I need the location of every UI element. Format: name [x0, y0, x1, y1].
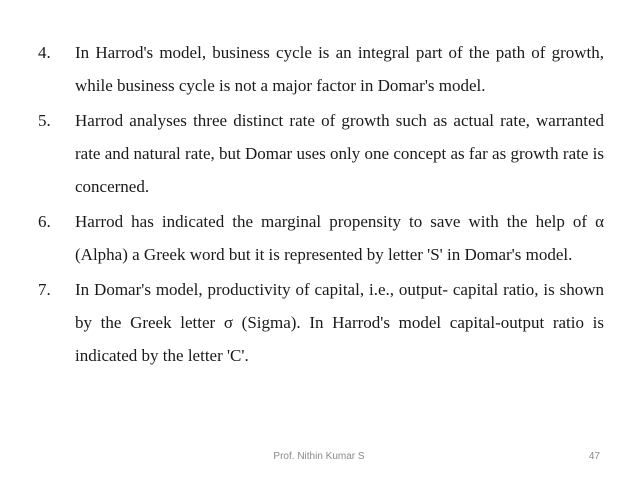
page-number: 47	[588, 451, 600, 462]
list-item	[38, 104, 604, 203]
list-item-number: 4.	[38, 43, 51, 62]
list-item-text: In Domar's model, productivity of capital, i.e., output- capital ratio, is shown by the Greek letter σ (Sigma). In Harrod's model capital-output ratio is indicated by the letter 'C'.	[75, 280, 604, 365]
list-item	[38, 273, 604, 372]
numbered-list	[38, 36, 604, 374]
list-item-text: In Harrod's model, business cycle is an integral part of the path of growth, while business cycle is not a major factor in Domar's model.	[75, 43, 604, 95]
footer-author: Prof. Nithin Kumar S	[273, 451, 365, 462]
list-item-text: Harrod analyses three distinct rate of growth such as actual rate, warranted rate and natural rate, but Domar uses only one concept as far as growth rate is concerned.	[75, 111, 604, 196]
list-item	[38, 36, 604, 102]
list-item-number: 6.	[38, 212, 51, 231]
list-item-number: 7.	[38, 280, 51, 299]
list-item-text: Harrod has indicated the marginal propensity to save with the help of α (Alpha) a Greek word but it is represented by letter 'S' in Domar's model.	[75, 212, 604, 264]
list-item-number: 5.	[38, 111, 51, 130]
list-item	[38, 205, 604, 271]
